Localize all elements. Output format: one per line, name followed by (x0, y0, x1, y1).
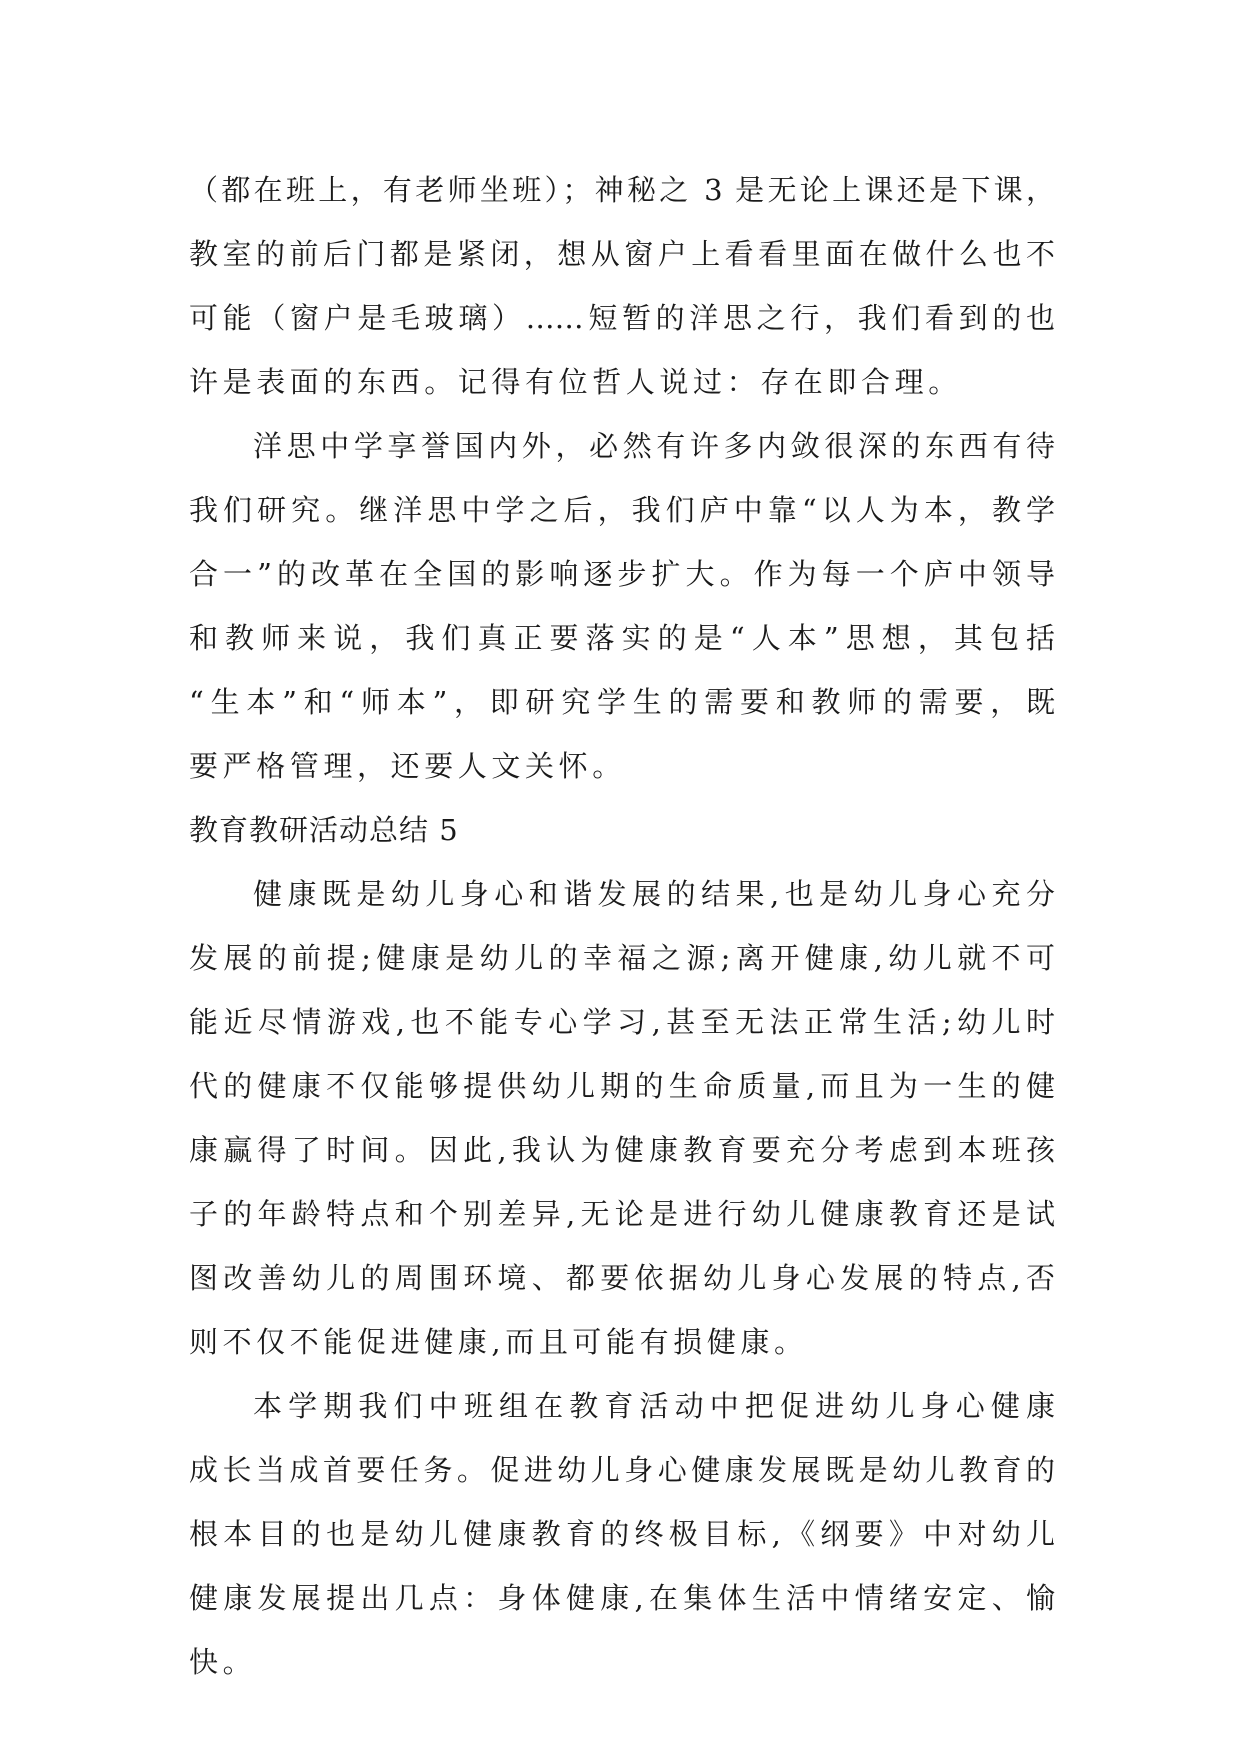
text-line: 子的年龄特点和个别差异,无论是进行幼儿健康教育还是试 (189, 1197, 1055, 1231)
text-line: 发展的前提;健康是幼儿的幸福之源;离开健康,幼儿就不可 (189, 941, 1055, 975)
document-body (189, 158, 1055, 1694)
paragraph-2 (189, 414, 1055, 798)
text-line: 健康既是幼儿身心和谐发展的结果,也是幼儿身心充分 (253, 877, 1055, 911)
text-line: “生本”和“师本”，即研究学生的需要和教师的需要，既 (189, 685, 1055, 719)
text-line: 许是表面的东西。记得有位哲人说过：存在即合理。 (189, 365, 962, 399)
text-line: 教室的前后门都是紧闭，想从窗户上看看里面在做什么也不 (189, 237, 1055, 271)
text-line: 要严格管理，还要人文关怀。 (189, 749, 626, 783)
text-line: 快。 (189, 1645, 257, 1679)
text-line: 代的健康不仅能够提供幼儿期的生命质量,而且为一生的健 (189, 1069, 1055, 1103)
text-line: 我们研究。继洋思中学之后，我们庐中靠“以人为本，教学 (189, 493, 1055, 527)
text-line: 和教师来说，我们真正要落实的是“人本”思想，其包括 (189, 621, 1055, 655)
text-line: 康赢得了时间。因此,我认为健康教育要充分考虑到本班孩 (189, 1133, 1055, 1167)
section-heading: 教育教研活动总结 5 (189, 813, 459, 847)
paragraph-4 (189, 1374, 1055, 1694)
text-line: 可能（窗户是毛玻璃）……短暂的洋思之行，我们看到的也 (189, 301, 1055, 335)
text-line: （都在班上，有老师坐班）；神秘之 3 是无论上课还是下课， (189, 173, 1055, 207)
text-line: 健康发展提出几点：身体健康,在集体生活中情绪安定、愉 (189, 1581, 1055, 1615)
text-line: 合一”的改革在全国的影响逐步扩大。作为每一个庐中领导 (189, 557, 1055, 591)
text-line: 成长当成首要任务。促进幼儿身心健康发展既是幼儿教育的 (189, 1453, 1055, 1487)
text-line: 根本目的也是幼儿健康教育的终极目标,《纲要》中对幼儿 (189, 1517, 1055, 1551)
text-line: 洋思中学享誉国内外，必然有许多内敛很深的东西有待 (253, 429, 1055, 463)
text-line: 本学期我们中班组在教育活动中把促进幼儿身心健康 (253, 1389, 1055, 1423)
text-line: 图改善幼儿的周围环境、都要依据幼儿身心发展的特点,否 (189, 1261, 1055, 1295)
paragraph-1 (189, 158, 1055, 414)
text-line: 则不仅不能促进健康,而且可能有损健康。 (189, 1325, 808, 1359)
paragraph-3 (189, 862, 1055, 1374)
text-line: 能近尽情游戏,也不能专心学习,甚至无法正常生活;幼儿时 (189, 1005, 1055, 1039)
